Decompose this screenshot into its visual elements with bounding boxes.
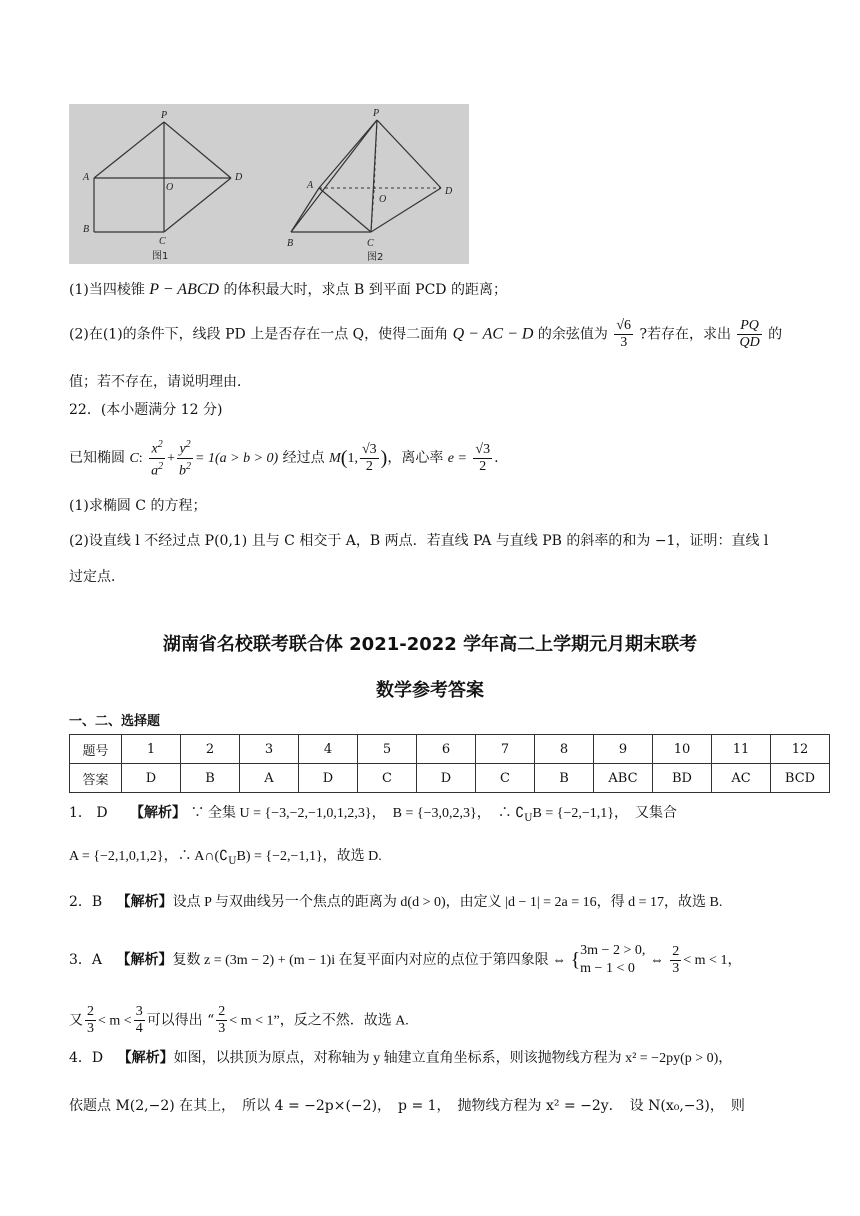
table-cell: D [299,764,358,793]
solution-4-line2: 依题点 M(2,−2) 在其上， 所以 4 = −2p×(−2)， p = 1， 抛物线方程为 x² = −2y． 设 N(x₀,−3)， 则 [69,1098,745,1114]
section-heading: 一、二、选择题 [69,714,161,729]
table-cell: 2 [181,735,240,764]
q21-frac2-den: QD [739,335,760,350]
q21-part1-text: (1)当四棱锥 [69,282,145,298]
solution-text: < m < 1， [683,953,742,968]
table-cell: 题号 [70,735,122,764]
frac-num: 2 [672,943,680,959]
frac-num: 3 [135,1004,143,1019]
fig1-label-p: P [161,110,168,121]
fig1-label-a: A [83,172,90,183]
analysis-tag: 【解析】 [117,1050,174,1066]
table-cell: 6 [417,735,476,764]
q22-stem-mid: 经过点 [282,450,325,467]
q21-part1 [69,280,507,300]
q22-part1: (1)求椭圆 C 的方程； [69,498,207,514]
solution-number: 3．A [69,952,103,968]
q21-frac-cos [614,318,633,351]
fig1-label-d: D [235,172,243,183]
table-cell: 答案 [70,764,122,793]
frac-den: 3 [672,960,680,976]
q22-part2-line2: 过定点． [69,569,125,585]
fig2-label-d: D [445,186,453,197]
table-cell: D [122,764,181,793]
q22-part2-line1: (2)设直线 l 不经过点 P(0,1) 且与 C 相交于 A，B 两点．若直线 PA 与直线 PB 的斜率的和为 −1，证明：直线 l [69,533,769,549]
frac-den: 3 [87,1021,94,1036]
solution-number: 4．D [69,1050,104,1066]
q21-part2 [69,318,782,351]
table-cell: BD [653,764,712,793]
solution-2 [69,892,722,913]
solution-text: 如图，以拱顶为原点，对称轴为 y 轴建立直角坐标系，则该抛物线方程为 x² = −2py(p > 0)， [173,1051,733,1066]
system-line-1: 3m − 2 > 0, [580,943,646,958]
frac-num: 2 [218,1004,226,1019]
q21-frac-num: √6 [616,318,632,333]
fig2-label-p: P [373,108,380,119]
solution-text: 可以得出 “ [146,1012,215,1029]
solution-3-line2 [69,1004,409,1037]
solution-text: < m < 1”，反之不然．故选 A. [229,1013,409,1029]
q21-part2-mid: 的余弦值为 [537,326,608,343]
q22-header: 22．(本小题满分 12 分) [69,402,223,418]
q21-part2-end: 的 [768,326,783,343]
solution-number: 1． D [69,805,108,821]
q22-stem-eq: = 1(a > b > 0) [195,451,279,467]
equivalent-symbol: ⇔ [649,953,664,968]
q21-part2-post: ?若存在，求出 [639,326,732,343]
answer-title: 湖南省名校联考联合体 2021-2022 学年高二上学期元月期末联考 [162,634,698,655]
solution-text: 又 [69,1012,83,1029]
system-line-2: m − 1 < 0 [580,961,635,976]
q21-part2-math: Q − AC − D [452,325,534,343]
table-cell: 10 [653,735,712,764]
q22-stem: 已知椭圆 C: $\frac{x^2}{a^2}$ + $\frac{y^2}{b^2}$ = 1(a > b > 0) 经过点 M(1, $\frac{√3}{2}$ )，离心率 e = $\frac{√3}{2}$ . [69,439,499,479]
analysis-tag: 【解析】 [116,894,173,910]
frac-den: 3 [218,1021,226,1036]
q21-part1-end: 的体积最大时，求点 B 到平面 PCD 的距离； [223,282,507,298]
table-cell: 1 [122,735,181,764]
q21-frac2-num: PQ [737,318,761,335]
fig2-label-b: B [287,238,294,249]
answer-table [69,734,830,793]
solution-text: B) = {−2,−1,1}，故选 D. [236,849,382,864]
table-cell: ABC [594,764,653,793]
q21-part2-text: (2)在(1)的条件下，线段 PD 上是否存在一点 Q，使得二面角 [69,326,449,343]
q22-stem-point: M [329,451,341,467]
q21-part2-line2: 值；若不存在，请说明理由． [69,374,251,390]
geometry-figure [69,104,469,264]
q22-stem-text: 已知椭圆 [69,450,125,467]
table-cell: 12 [771,735,830,764]
q21-frac-den: 3 [620,335,628,350]
q22-stem-e: e = [447,451,467,467]
solution-text: < m < [98,1013,132,1029]
solution-number: 2．B [69,894,103,910]
table-cell: 8 [535,735,594,764]
table-cell: D [417,764,476,793]
solution-text: 复数 z = (3m − 2) + (m − 1)i 在复平面内对应的点位于第四象限 ⇔ [172,953,567,968]
fig1-label-o: O [166,182,174,193]
table-cell: 4 [299,735,358,764]
table-cell: 5 [358,735,417,764]
table-cell: C [358,764,417,793]
table-cell: 9 [594,735,653,764]
solution-text: 设点 P 与双曲线另一个焦点的距离为 d(d > 0)，由定义 |d − 1| = 2a = 16，得 d = 17，故选 B. [172,895,723,910]
subscript: U [228,855,237,867]
table-cell: 3 [240,735,299,764]
solution-1-line1 [69,803,677,829]
q21-frac-ratio [737,318,761,351]
q22-stem-c: C [129,451,139,467]
frac-num: 2 [87,1004,94,1019]
table-cell: C [476,764,535,793]
q21-part1-math: P − ABCD [149,281,220,298]
table-cell: B [535,764,594,793]
table-row [70,735,830,764]
fig1-label-c: C [159,236,166,247]
solution-1-line2 [69,846,382,872]
subscript: U [524,812,533,824]
analysis-tag: 【解析】 [116,952,173,968]
table-cell: 11 [712,735,771,764]
fig1-label-b: B [83,224,90,235]
solution-text: ∵ 全集 U = {−3,−2,−1,0,1,2,3}， B = {−3,0,2,3}， ∴ ∁ [190,806,525,821]
analysis-tag: 【解析】 [130,805,187,821]
table-cell: AC [712,764,771,793]
answer-subtitle: 数学参考答案 [376,680,484,701]
fig2-caption: 图2 [367,252,384,263]
frac-den: 4 [135,1021,143,1036]
fig2-label-a: A [307,180,314,191]
table-row [70,764,830,793]
pyramid-diagram [69,104,469,264]
table-cell: B [181,764,240,793]
solution-3-line1: 3．A 【解析】复数 z = (3m − 2) + (m − 1)i 在复平面内对应的点位于第四象限 ⇔ { 3m − 2 > 0, m − 1 < 0 ⇔ $\frac{2}{3}$ < m < 1， [69,943,742,976]
solution-text: B = {−2,−1,1}， 又集合 [532,806,678,821]
fig2-label-o: O [379,194,387,205]
table-cell: BCD [771,764,830,793]
fig1-caption: 图1 [152,251,169,262]
q22-stem-ecc: ，离心率 [387,450,444,467]
table-cell: 7 [476,735,535,764]
fig2-label-c: C [367,238,374,249]
solution-text: A = {−2,1,0,1,2}，∴ A∩(∁ [69,849,229,864]
solution-4-line1 [69,1048,732,1069]
table-cell: A [240,764,299,793]
